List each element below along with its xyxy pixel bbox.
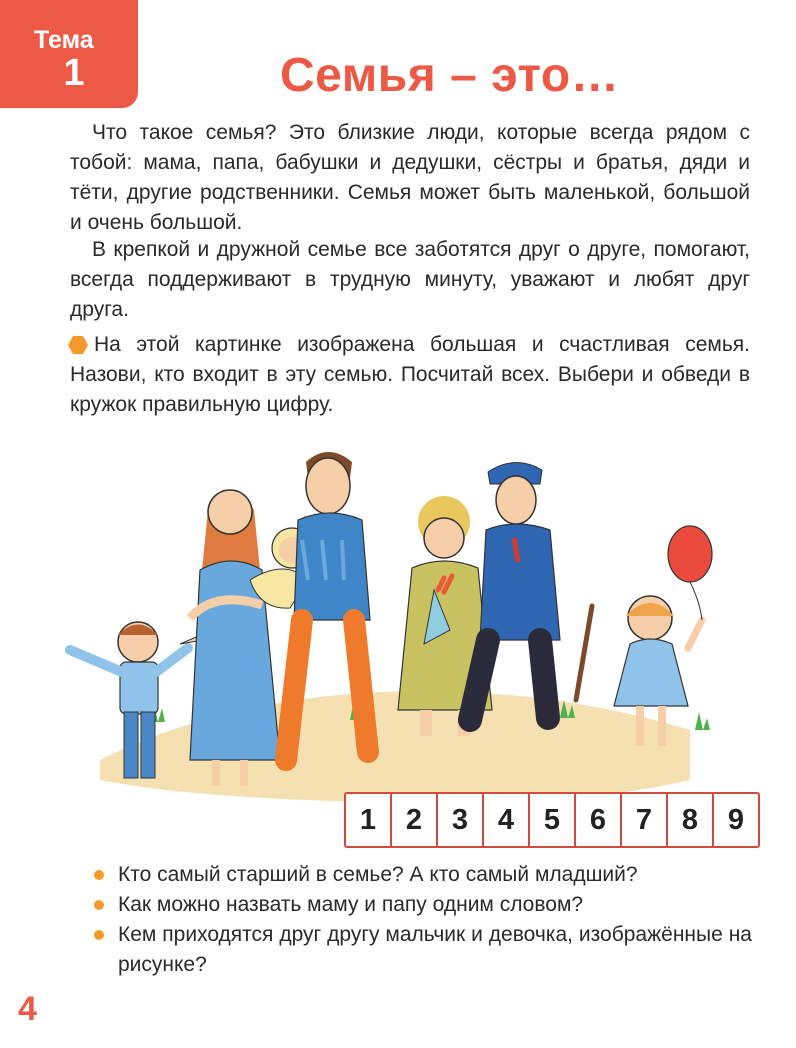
question-item (92, 860, 752, 890)
number-cell-5[interactable]: 5 (530, 794, 576, 846)
second-paragraph: В крепкой и дружной семье все заботятся друг о друге, помогают, всегда поддерживают в трудную минуту, уважают и любят друг друга. (70, 238, 750, 321)
number-cell-3[interactable]: 3 (438, 794, 484, 846)
grandfather-figure (470, 462, 592, 720)
mother-figure (190, 490, 280, 786)
number-cell-9[interactable]: 9 (727, 803, 745, 836)
bullet-dot-icon (94, 870, 104, 880)
topic-tab-label: Тема (34, 26, 94, 54)
question-list (92, 860, 752, 980)
number-cell-6[interactable]: 6 (576, 794, 622, 846)
page-number: 4 (18, 990, 37, 1028)
number-cell-1[interactable]: 1 (346, 794, 392, 846)
number-cell-8[interactable]: 8 (668, 794, 714, 846)
question-text: Как можно назвать маму и папу одним словом? (118, 893, 584, 916)
ground-patch (100, 691, 690, 804)
number-cell-4[interactable]: 4 (484, 794, 530, 846)
bullet-dot-icon (94, 900, 104, 910)
page-title: Семья – это… (280, 49, 620, 102)
intro-paragraph: Что такое семья? Это близкие люди, которые всегда рядом с тобой: мама, папа, бабушки и дедушки, сёстры и братья, дяди и тёти, другие родственники. Семья может быть маленькой, большой и очень большой. (70, 121, 750, 234)
number-choice-grid (344, 792, 760, 848)
balloon-icon (668, 526, 712, 620)
task-text: На этой картинке изображена большая и счастливая семья. Назови, кто входит в эту семью. Посчитай всех. Выбери и обведи в кружок правильную цифру. (70, 333, 750, 416)
question-text: Кто самый старший в семье? А кто самый младший? (118, 863, 638, 886)
family-illustration (40, 430, 740, 820)
number-cell-7[interactable]: 7 (622, 794, 668, 846)
number-cell-2[interactable]: 2 (392, 794, 438, 846)
topic-tab (0, 0, 138, 108)
topic-tab-number: 1 (63, 52, 85, 94)
question-text: Кем приходятся друг другу мальчик и девочка, изображённые на рисунке? (118, 923, 752, 976)
question-item (92, 890, 752, 920)
bullet-dot-icon (94, 930, 104, 940)
question-item (92, 920, 752, 980)
